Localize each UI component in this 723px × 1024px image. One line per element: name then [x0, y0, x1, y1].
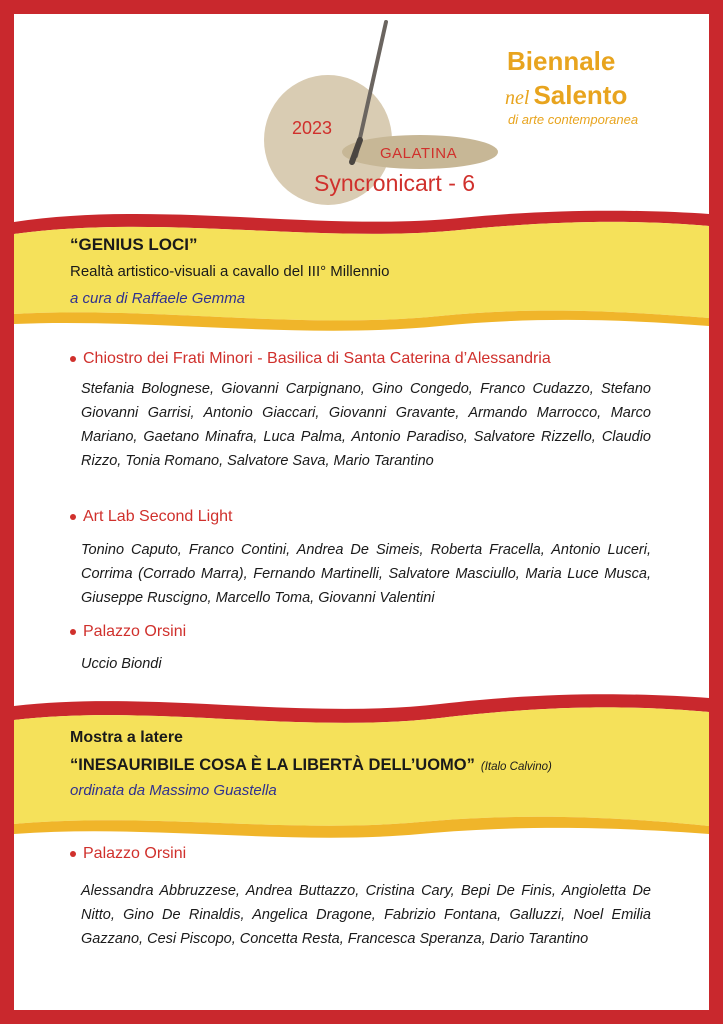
logo-city: GALATINA [380, 145, 458, 162]
section2-title: “INESAURIBILE COSA È LA LIBERTÀ DELL’UOMO” [70, 756, 475, 774]
venue-artists: Tonino Caputo, Franco Contini, Andrea De Simeis, Roberta Fracella, Antonio Luceri, Corrima (Corrado Marra), Fernando Martinelli, Salvatore Masciullo, Maria Luce Musca, Giuseppe Ruscigno, Marcello Toma, Giovanni Valentini [81, 542, 651, 606]
venue-heading [70, 623, 186, 641]
venue-name: Palazzo Orsini [83, 845, 187, 862]
logo-year: 2023 [292, 118, 333, 138]
section2-title-line [70, 756, 552, 775]
section2-author: (Italo Calvino) [480, 761, 552, 773]
venue-name: Palazzo Orsini [83, 623, 187, 640]
venue-heading [70, 508, 232, 526]
section2-curator: ordinata da Massimo Guastella [70, 782, 277, 799]
brand-biennale: Biennale [507, 46, 616, 76]
bullet-icon [70, 356, 76, 362]
bullet-icon [70, 514, 76, 520]
venue-artists: Uccio Biondi [81, 656, 162, 672]
venue-artists: Alessandra Abbruzzese, Andrea Buttazzo, Cristina Cary, Bepi De Finis, Angioletta De Nitto, Gino De Rinaldis, Angelica Dragone, Fabrizio Fontana, Galluzzi, Noel Emilia Gazzano, Cesi Piscopo, Concetta Resta, Francesca Speranza, Dario Tarantino [81, 883, 651, 947]
venue-name: Chiostro dei Frati Minori - Basilica di Santa Caterina d’Alessandria [83, 350, 551, 367]
brand-line-2 [505, 80, 627, 111]
venue-artists: Stefania Bolognese, Giovanni Carpignano, Gino Congedo, Franco Cudazzo, Stefano Giovanni Garrisi, Antonio Giaccari, Giovanni Gravante, Armando Marrocco, Marco Mariano, Gaetano Minafra, Luca Palma, Antonio Paradiso, Salvatore Rizzello, Claudio Rizzo, Tonia Romano, Salvatore Sava, Mario Tarantino [81, 381, 651, 469]
section1-curator: a cura di Raffaele Gemma [70, 290, 246, 307]
venue-name: Art Lab Second Light [83, 508, 233, 525]
bullet-icon [70, 629, 76, 635]
logo-series: Syncronicart - 6 [314, 170, 476, 196]
section1-title: “GENIUS LOCI” [70, 235, 198, 254]
brand-nel: nel [505, 87, 530, 109]
brand-salento: Salento [533, 80, 628, 110]
bullet-icon [70, 851, 76, 857]
venue-heading [70, 350, 551, 368]
venue-heading [70, 845, 186, 863]
brand-tagline: di arte contemporanea [508, 112, 639, 127]
section1-subtitle: Realtà artistico-visuali a cavallo del III° Millennio [70, 263, 390, 280]
section2-label: Mostra a latere [70, 729, 183, 746]
